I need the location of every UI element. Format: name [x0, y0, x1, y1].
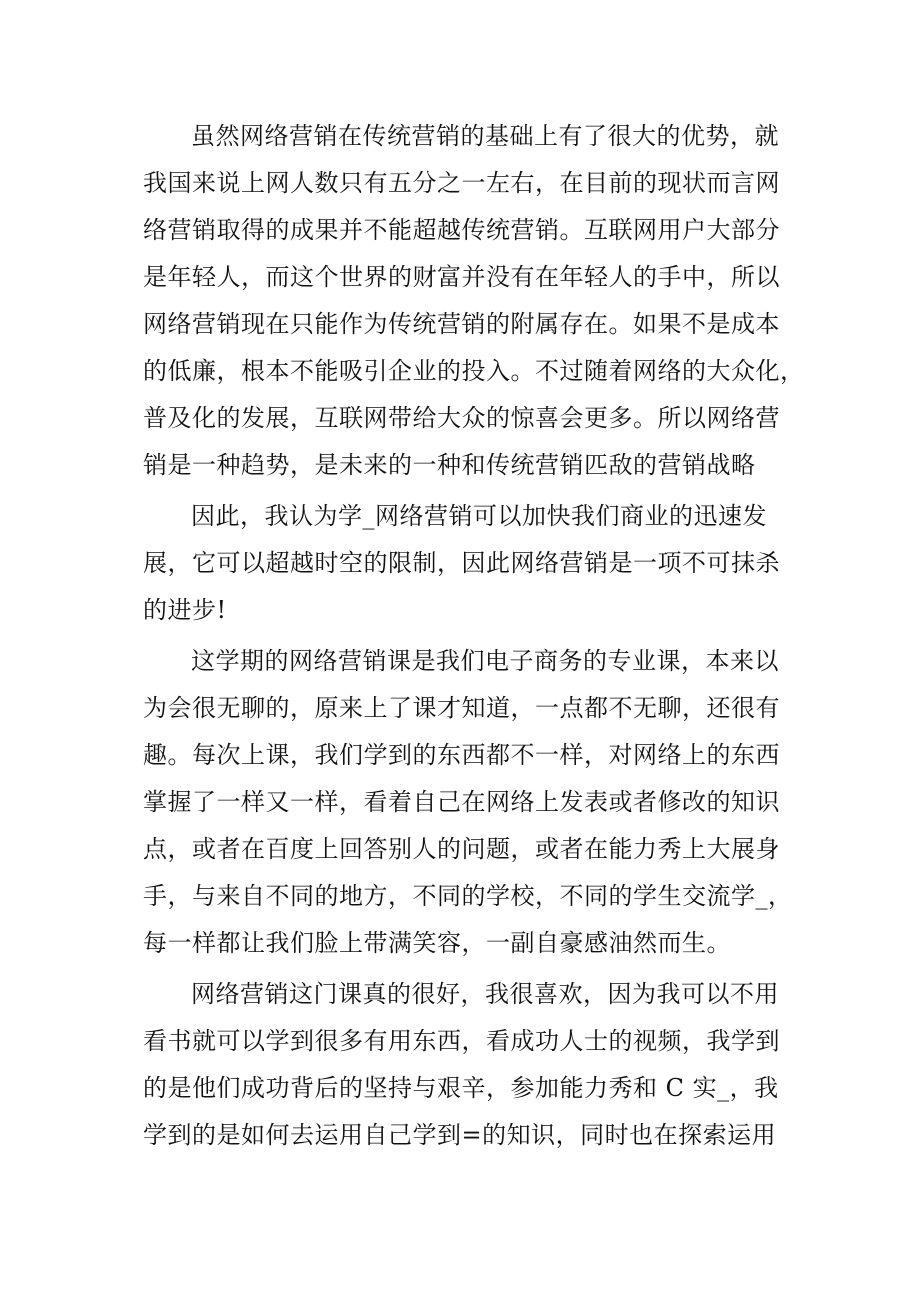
paragraph-2-line-1: 因此，我认为学_网络营销可以加快我们商业的迅速发	[191, 502, 767, 530]
paragraph-1-line-2: 我国来说上网人数只有五分之一左右，在目前的现状而言网	[143, 169, 780, 197]
paragraph-1-line-5: 网络营销现在只能作为传统营销的附属存在。如果不是成本	[143, 310, 780, 338]
paragraph-1-line-8: 销是一种趋势，是未来的一种和传统营销匹敌的营销战略	[143, 451, 756, 479]
paragraph-1-line-1: 虽然网络营销在传统营销的基础上有了很大的优势，就	[191, 122, 779, 150]
paragraph-2-line-2: 展，它可以超越时空的限制，因此网络营销是一项不可抹杀	[143, 549, 780, 577]
paragraph-3-line-4: 掌握了一样又一样，看着自己在网络上发表或者修改的知识	[143, 788, 780, 816]
paragraph-4-line-4: 学到的是如何去运用自己学到=的知识，同时也在探索运用	[143, 1121, 777, 1149]
paragraph-1-line-7: 普及化的发展，互联网带给大众的惊喜会更多。所以网络营	[143, 404, 780, 432]
paragraph-4-line-1: 网络营销这门课真的很好，我很喜欢，因为我可以不用	[191, 980, 779, 1008]
paragraph-3-line-1: 这学期的网络营销课是我们电子商务的专业课，本来以	[191, 647, 779, 675]
paragraph-3-line-5: 点，或者在百度上回答别人的问题，或者在能力秀上大展身	[143, 835, 780, 863]
paragraph-3-line-6: 手，与来自不同的地方，不同的学校，不同的学生交流学_，	[143, 882, 793, 910]
paragraph-1-line-4: 是年轻人，而这个世界的财富并没有在年轻人的手中，所以	[143, 263, 780, 291]
paragraph-3-line-7: 每一样都让我们脸上带满笑容，一副自豪感油然而生。	[143, 929, 731, 957]
paragraph-1-line-3: 络营销取得的成果并不能超越传统营销。互联网用户大部分	[143, 216, 780, 244]
paragraph-3-line-3: 趣。每次上课，我们学到的东西都不一样，对网络上的东西	[143, 741, 780, 769]
paragraph-3-line-2: 为会很无聊的，原来上了课才知道，一点都不无聊，还很有	[143, 694, 780, 722]
paragraph-4-line-3: 的是他们成功背后的坚持与艰辛，参加能力秀和 C 实_，我	[143, 1074, 779, 1102]
paragraph-4-line-2: 看书就可以学到很多有用东西，看成功人士的视频，我学到	[143, 1027, 780, 1055]
paragraph-2-line-3: 的进步!	[143, 596, 227, 624]
paragraph-1-line-6: 的低廉，根本不能吸引企业的投入。不过随着网络的大众化，	[143, 357, 805, 385]
